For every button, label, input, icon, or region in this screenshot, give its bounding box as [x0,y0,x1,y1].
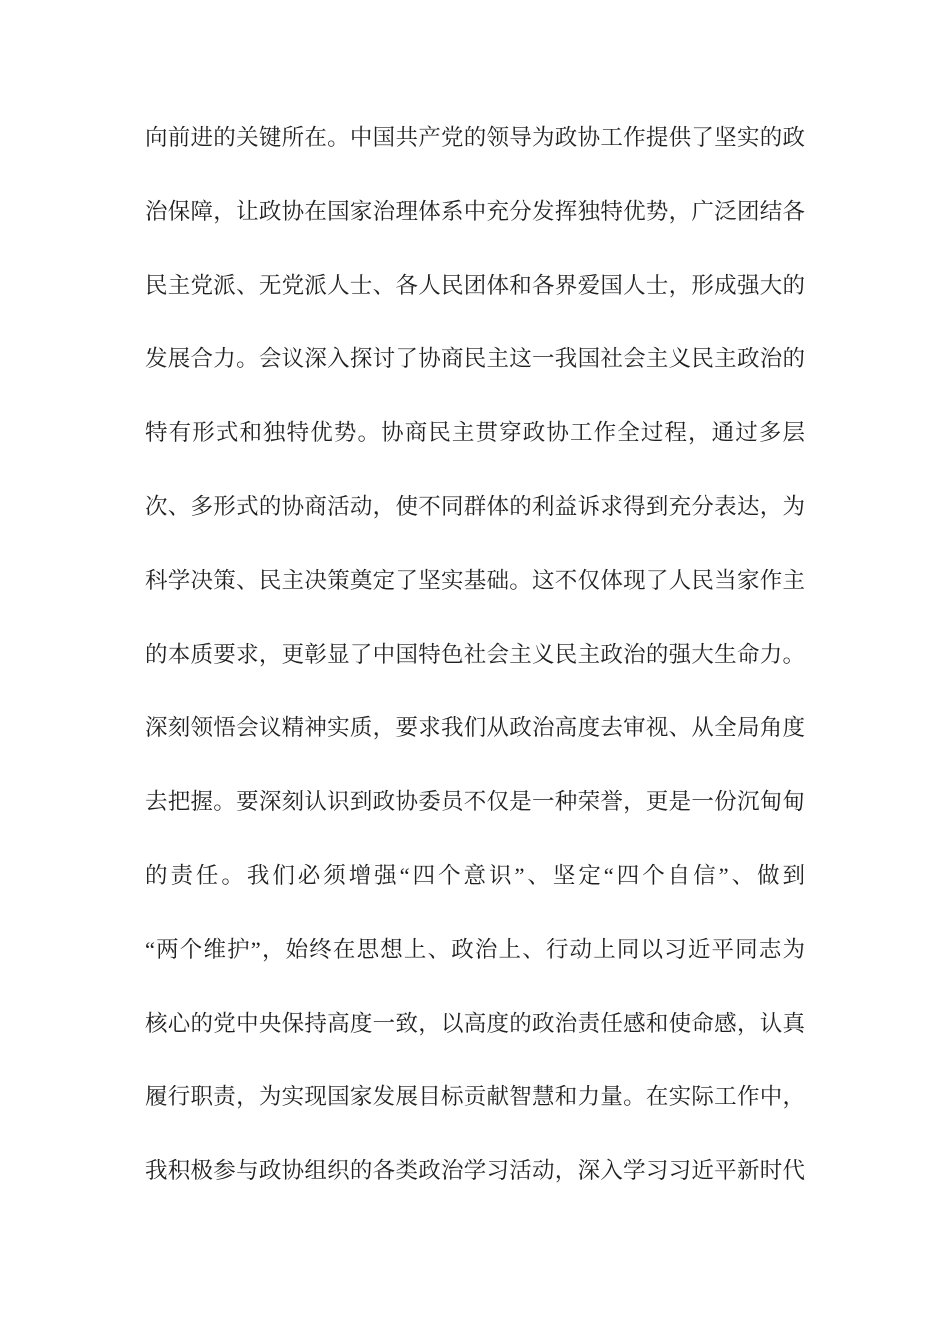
text-line: 科学决策、民主决策奠定了坚实基础。这不仅体现了人民当家作主 [145,567,805,593]
text-line: 特有形式和独特优势。协商民主贯穿政协工作全过程，通过多层 [145,420,805,446]
text-line: 履行职责，为实现国家发展目标贡献智慧和力量。在实际工作中， [145,1084,805,1110]
text-line: 治保障，让政协在国家治理体系中充分发挥独特优势，广泛团结各 [145,198,805,224]
text-line: 民主党派、无党派人士、各人民团体和各界爱国人士，形成强大的 [145,272,805,298]
text-line: 向前进的关键所在。中国共产党的领导为政协工作提供了坚实的政 [145,125,805,150]
text-line: 的本质要求，更彰显了中国特色社会主义民主政治的强大生命力。 [145,641,805,667]
text-line: 的责任。我们必须增强“四个意识”、坚定“四个自信”、做到 [145,862,805,888]
text-line: “两个维护”，始终在思想上、政治上、行动上同以习近平同志为 [145,936,805,962]
text-line: 我积极参与政协组织的各类政治学习活动，深入学习习近平新时代 [145,1158,805,1184]
text-line: 发展合力。会议深入探讨了协商民主这一我国社会主义民主政治的 [145,346,805,372]
text-line: 次、多形式的协商活动，使不同群体的利益诉求得到充分表达，为 [145,493,805,519]
text-line: 去把握。要深刻认识到政协委员不仅是一种荣誉，更是一份沉甸甸 [145,789,805,815]
text-line: 深刻领悟会议精神实质，要求我们从政治高度去审视、从全局角度 [145,715,805,741]
text-line: 核心的党中央保持高度一致，以高度的政治责任感和使命感，认真 [145,1010,805,1036]
document-text-block [145,101,805,1208]
